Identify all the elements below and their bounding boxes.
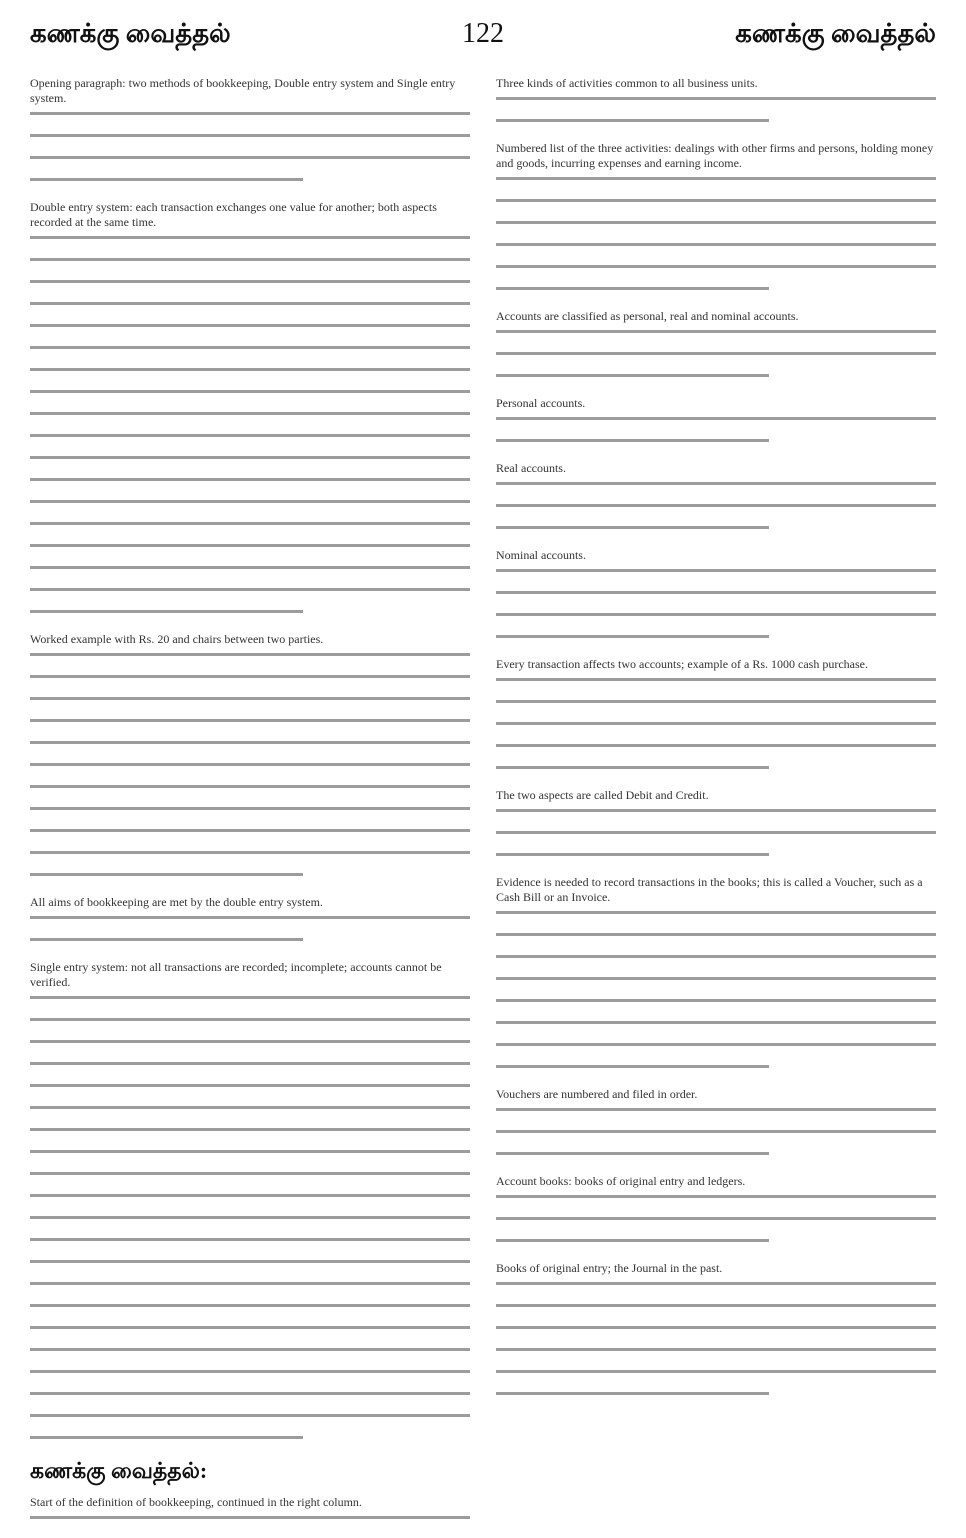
paragraph-summary: Account books: books of original entry and ledgers.	[496, 1174, 746, 1188]
text-line-placeholder	[30, 324, 470, 327]
text-line-placeholder	[30, 1436, 303, 1439]
text-line-placeholder	[496, 1108, 936, 1111]
text-line-placeholder	[30, 916, 470, 919]
text-line-placeholder	[496, 1392, 769, 1395]
text-line-placeholder	[30, 1414, 470, 1417]
text-line-placeholder	[30, 156, 470, 159]
text-line-placeholder	[30, 851, 470, 854]
text-line-placeholder	[496, 999, 936, 1002]
paragraph-block	[30, 632, 470, 876]
text-line-placeholder	[496, 1239, 769, 1242]
text-line-placeholder	[496, 287, 769, 290]
paragraph-block	[496, 548, 936, 638]
text-line-placeholder	[30, 1106, 470, 1109]
text-line-placeholder	[496, 482, 936, 485]
text-line-placeholder	[496, 853, 769, 856]
paragraph-block	[496, 141, 936, 290]
text-line-placeholder	[30, 719, 470, 722]
text-line-placeholder	[496, 1304, 936, 1307]
text-line-placeholder	[30, 434, 470, 437]
paragraph-block	[496, 1261, 936, 1395]
text-columns	[30, 76, 936, 1538]
paragraph-summary: Three kinds of activities common to all business units.	[496, 76, 758, 90]
text-line-placeholder	[30, 390, 470, 393]
text-line-placeholder	[30, 1040, 470, 1043]
paragraph-summary: Numbered list of the three activities: dealings with other firms and persons, holding money and goods, incurring expenses and earning income.	[496, 141, 934, 170]
text-line-placeholder	[30, 675, 470, 678]
text-line-placeholder	[496, 955, 936, 958]
paragraph-summary: Vouchers are numbered and filed in order.	[496, 1087, 698, 1101]
text-line-placeholder	[30, 873, 303, 876]
paragraph-block	[30, 895, 470, 941]
paragraph-block	[30, 200, 470, 613]
text-line-placeholder	[496, 97, 936, 100]
paragraph-summary: Double entry system: each transaction exchanges one value for another; both aspects recorded at the same time.	[30, 200, 437, 229]
text-line-placeholder	[30, 1194, 470, 1197]
text-line-placeholder	[30, 697, 470, 700]
paragraph-summary: All aims of bookkeeping are met by the double entry system.	[30, 895, 323, 909]
paragraph-block	[496, 875, 936, 1068]
text-line-placeholder	[496, 265, 936, 268]
text-line-placeholder	[496, 439, 769, 442]
paragraph-block	[496, 309, 936, 377]
paragraph-block	[496, 396, 936, 442]
paragraph-block	[496, 1174, 936, 1242]
text-line-placeholder	[496, 635, 769, 638]
running-head-left-title: கணக்கு வைத்தல்	[30, 19, 231, 48]
text-line-placeholder	[496, 526, 769, 529]
text-line-placeholder	[496, 119, 769, 122]
text-line-placeholder	[496, 831, 936, 834]
text-line-placeholder	[30, 544, 470, 547]
paragraph-summary: Every transaction affects two accounts; example of a Rs. 1000 cash purchase.	[496, 657, 868, 671]
text-line-placeholder	[30, 478, 470, 481]
text-line-placeholder	[496, 1370, 936, 1373]
text-line-placeholder	[496, 243, 936, 246]
text-line-placeholder	[30, 1062, 470, 1065]
text-line-placeholder	[496, 1152, 769, 1155]
text-line-placeholder	[30, 741, 470, 744]
text-line-placeholder	[30, 588, 470, 591]
text-line-placeholder	[496, 977, 936, 980]
running-head	[30, 18, 936, 64]
page-number: 122	[462, 18, 504, 49]
text-line-placeholder	[30, 829, 470, 832]
text-line-placeholder	[496, 933, 936, 936]
text-line-placeholder	[30, 346, 470, 349]
text-line-placeholder	[496, 591, 936, 594]
text-line-placeholder	[496, 1348, 936, 1351]
text-line-placeholder	[496, 1217, 936, 1220]
text-line-placeholder	[30, 258, 470, 261]
paragraph-block	[496, 461, 936, 529]
text-line-placeholder	[30, 1304, 470, 1307]
right-column	[496, 76, 936, 1538]
text-line-placeholder	[496, 1130, 936, 1133]
text-line-placeholder	[30, 456, 470, 459]
text-line-placeholder	[496, 766, 769, 769]
text-line-placeholder	[496, 1065, 769, 1068]
text-line-placeholder	[30, 134, 470, 137]
left-column	[30, 76, 470, 1538]
text-line-placeholder	[30, 1084, 470, 1087]
text-line-placeholder	[496, 1195, 936, 1198]
text-line-placeholder	[496, 177, 936, 180]
paragraph-summary: Personal accounts.	[496, 396, 586, 410]
text-line-placeholder	[30, 1516, 470, 1519]
text-line-placeholder	[30, 1216, 470, 1219]
paragraph-summary: Evidence is needed to record transactions in the books; this is called a Voucher, such as a Cash Bill or an Invoice.	[496, 875, 923, 904]
text-line-placeholder	[496, 374, 769, 377]
text-line-placeholder	[30, 500, 470, 503]
paragraph-block	[30, 960, 470, 1439]
paragraph-block	[30, 76, 470, 181]
text-line-placeholder	[496, 700, 936, 703]
text-line-placeholder	[30, 1238, 470, 1241]
text-line-placeholder	[496, 1282, 936, 1285]
paragraph-summary: Start of the definition of bookkeeping, continued in the right column.	[30, 1495, 362, 1509]
text-line-placeholder	[30, 1260, 470, 1263]
closing-block	[30, 1458, 470, 1519]
text-line-placeholder	[30, 763, 470, 766]
text-line-placeholder	[30, 566, 470, 569]
paragraph-summary: The two aspects are called Debit and Credit.	[496, 788, 709, 802]
text-line-placeholder	[496, 417, 936, 420]
text-line-placeholder	[30, 178, 303, 181]
bookkeeping-heading: கணக்கு வைத்தல்:	[30, 1458, 208, 1483]
text-line-placeholder	[30, 1392, 470, 1395]
text-line-placeholder	[30, 653, 470, 656]
text-line-placeholder	[496, 1043, 936, 1046]
text-line-placeholder	[30, 302, 470, 305]
paragraph-block	[496, 657, 936, 769]
text-line-placeholder	[496, 330, 936, 333]
text-line-placeholder	[30, 1018, 470, 1021]
paragraph-summary: Opening paragraph: two methods of bookkeeping, Double entry system and Single entry system.	[30, 76, 456, 105]
paragraph-summary: Single entry system: not all transactions are recorded; incomplete; accounts cannot be verified.	[30, 960, 442, 989]
paragraph-summary: Nominal accounts.	[496, 548, 586, 562]
text-line-placeholder	[496, 221, 936, 224]
paragraph-summary: Books of original entry; the Journal in the past.	[496, 1261, 723, 1275]
text-line-placeholder	[30, 610, 303, 613]
running-head-right-title: கணக்கு வைத்தல்	[735, 19, 936, 48]
text-line-placeholder	[30, 1150, 470, 1153]
text-line-placeholder	[496, 1326, 936, 1329]
paragraph-block	[496, 788, 936, 856]
paragraph-summary: Accounts are classified as personal, real and nominal accounts.	[496, 309, 799, 323]
text-line-placeholder	[30, 807, 470, 810]
text-line-placeholder	[496, 809, 936, 812]
paragraph-summary: Real accounts.	[496, 461, 566, 475]
text-line-placeholder	[30, 1282, 470, 1285]
text-line-placeholder	[496, 744, 936, 747]
text-line-placeholder	[496, 352, 936, 355]
text-line-placeholder	[30, 785, 470, 788]
text-line-placeholder	[496, 569, 936, 572]
text-line-placeholder	[496, 722, 936, 725]
text-line-placeholder	[30, 112, 470, 115]
text-line-placeholder	[30, 368, 470, 371]
text-line-placeholder	[496, 1021, 936, 1024]
text-line-placeholder	[496, 678, 936, 681]
text-line-placeholder	[496, 504, 936, 507]
text-line-placeholder	[496, 199, 936, 202]
text-line-placeholder	[30, 996, 470, 999]
text-line-placeholder	[30, 1128, 470, 1131]
text-line-placeholder	[30, 412, 470, 415]
text-line-placeholder	[496, 911, 936, 914]
text-line-placeholder	[30, 1326, 470, 1329]
paragraph-block	[496, 1087, 936, 1155]
text-line-placeholder	[30, 1348, 470, 1351]
text-line-placeholder	[30, 938, 303, 941]
text-line-placeholder	[30, 522, 470, 525]
text-line-placeholder	[30, 236, 470, 239]
text-line-placeholder	[30, 1370, 470, 1373]
text-line-placeholder	[30, 280, 470, 283]
paragraph-block	[496, 76, 936, 122]
paragraph-summary: Worked example with Rs. 20 and chairs between two parties.	[30, 632, 324, 646]
text-line-placeholder	[496, 613, 936, 616]
text-line-placeholder	[30, 1172, 470, 1175]
